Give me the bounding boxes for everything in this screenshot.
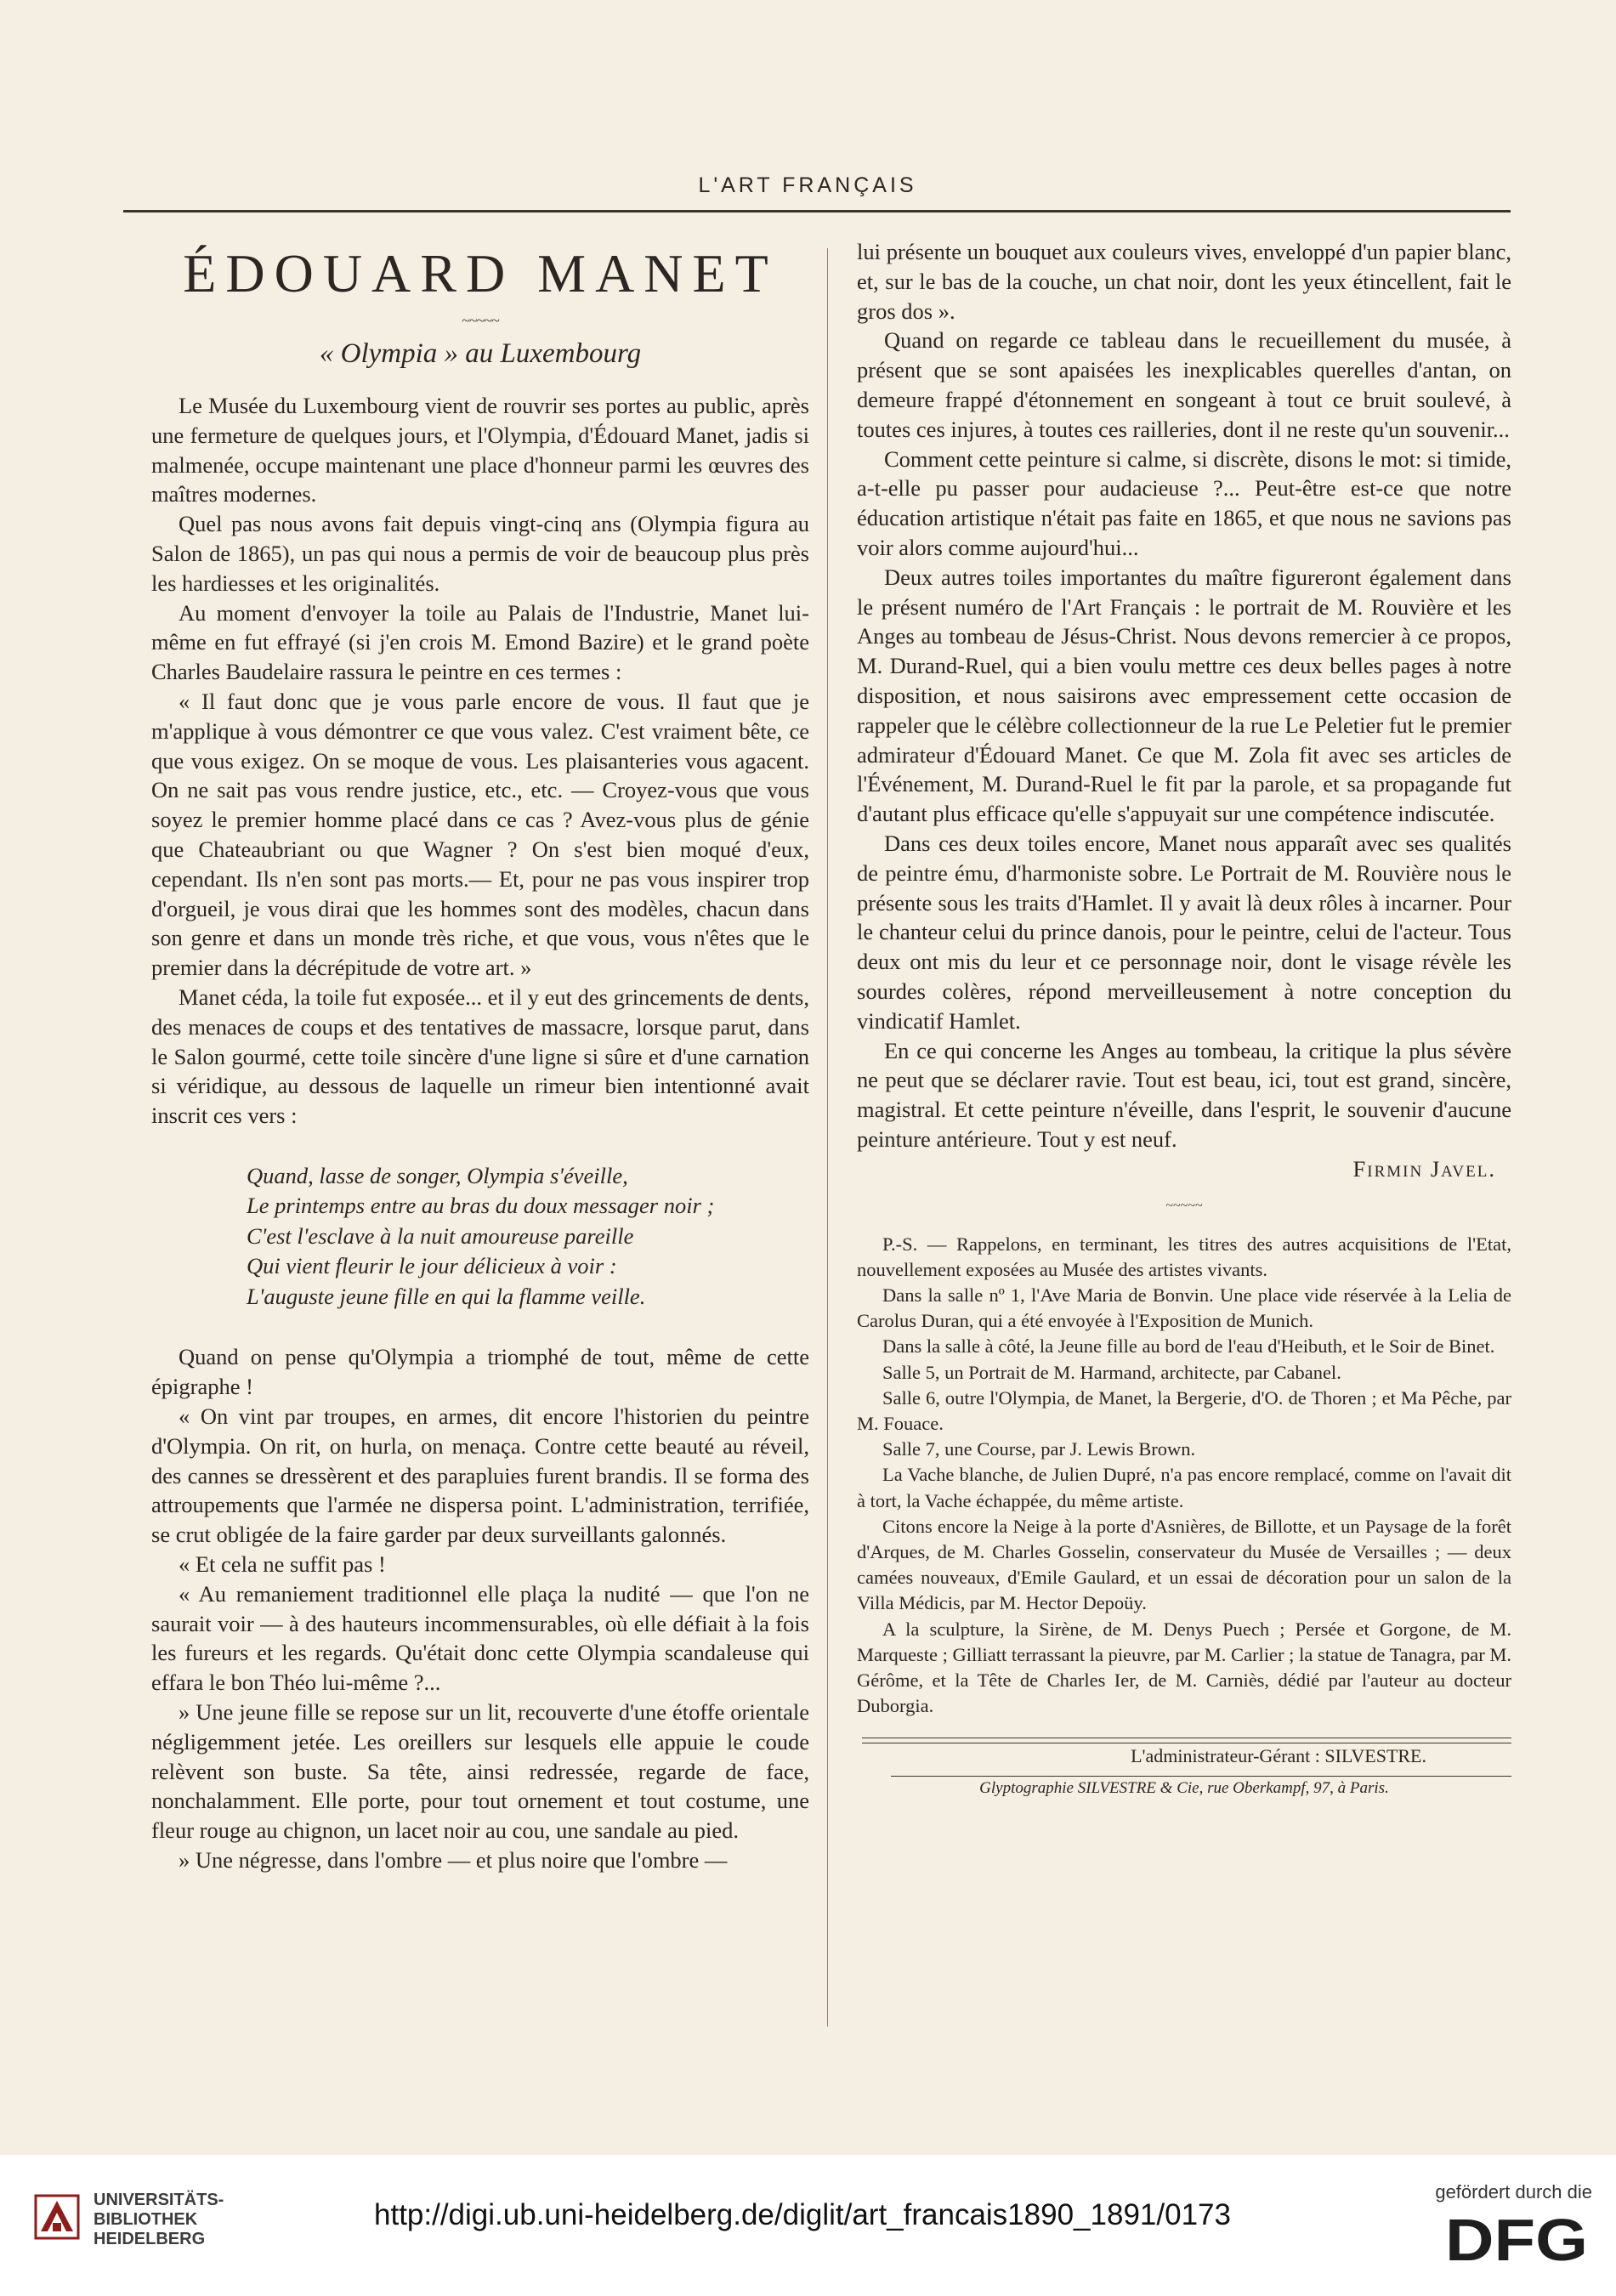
- footer-double-rule: [862, 1738, 1511, 1743]
- postscript-paragraph: La Vache blanche, de Julien Dupré, n'a pas encore remplacé, comme on l'avait dit à tort, la Vache échappée, du même artiste.: [857, 1464, 1511, 1511]
- paragraph: Quand on pense qu'Olympia a triomphé de tout, même de cette épigraphe !: [151, 1344, 809, 1400]
- paragraph: Le Musée du Luxembourg vient de rouvrir ses portes au public, après une fermeture de quelques jours, et l'Olympia, d'Édouard Manet, jadis si malmenée, occupe maintenant une place d'honneur parmi les œuvres des maîtres modernes.: [151, 393, 809, 507]
- paragraph: Quand on regarde ce tableau dans le recueillement du musée, à présent que se sont apaisées les inexplicables querelles d'antan, on demeure frappé d'étonnement en songeant à tout ce bruit soulevé, à toutes ces injures, à toutes ces railleries, dont il ne reste qu'un souvenir...: [857, 327, 1511, 442]
- paragraph: Comment cette peinture si calme, si discrète, disons le mot: si timide, a-t-elle pu passer pour audacieuse ?... Peut-être est-ce que notre éducation artistique n'était pas faite en 1865, et que nous ne savions pas voir alors comme aujourd'hui...: [857, 445, 1511, 560]
- article-subtitle: « Olympia » au Luxembourg: [319, 338, 642, 369]
- section-ornament: ~~~~~: [1165, 1198, 1203, 1213]
- library-name-line: HEIDELBERG: [94, 2230, 206, 2248]
- dfg-logo-text: DFG: [1445, 2213, 1588, 2265]
- dfg-logo-icon[interactable]: [1445, 2213, 1590, 2265]
- library-name-line: UNIVERSITÄTS-: [94, 2191, 224, 2209]
- printer-line: Glyptographie SILVESTRE & Cie, rue Oberkampf, 97, à Paris.: [979, 1779, 1389, 1798]
- permalink-url[interactable]: http://digi.ub.uni-heidelberg.de/diglit/art_francais1890_1891/0173: [374, 2198, 1231, 2231]
- paragraph: Deux autres toiles importantes du maître figureront également dans le présent numéro de l'Art Français : le portrait de M. Rouvière et les Anges au tombeau de Jésus-Christ. Nous devons remercier à ce propos, M. Durand-Ruel, qui a bien voulu mettre ces deux belles pages à notre disposition, et nous saisirons avec empressement cette occasion de rappeler que le célèbre collectionneur de la rue Le Peletier fut le premier admirateur d'Édouard Manet. Ce que M. Zola fit avec ses articles de l'Événement, M. Durand-Ruel le fit par la parole, et sa propagande fut d'autant plus efficace qu'elle s'appuyait sur une compétence indiscutée.: [857, 564, 1511, 827]
- postscript-paragraph: A la sculpture, la Sirène, de M. Denys Puech ; Persée et Gorgone, de M. Marqueste ; Gilliatt terrassant la pieuvre, par M. Carlier ; la statue de Tanagra, par M. Gérôme, et la Tête de Charles Ier, de M. Carniès, dédié par l'auteur au docteur Duborgia.: [857, 1618, 1511, 1717]
- postscript-paragraph: Dans la salle à côté, la Jeune fille au bord de l'eau d'Heibuth, et le Soir de Binet.: [882, 1335, 1495, 1358]
- poem-line: Le printemps entre au bras du doux messager noir ;: [247, 1193, 715, 1219]
- library-name-line: BIBLIOTHEK: [94, 2210, 198, 2229]
- column-separator: [827, 248, 828, 2027]
- postscript-paragraph: Dans la salle nº 1, l'Ave Maria de Bonvin. Une place vide réservée à la Lelia de Carolus Duran, qui a été envoyée à l'Exposition de Munich.: [857, 1284, 1511, 1332]
- paragraph: » Une jeune fille se repose sur un lit, recouverte d'une étoffe orientale négligemment jetée. Les oreillers sur lesquels elle appuie le coude relèvent son buste. Sa tête, ainsi redressée, regarde de face, nonchalamment. Elle porte, pour tout ornement et tout costume, une fleur rouge au chignon, un lacet noir au cou, une sandale au pied.: [151, 1698, 809, 1844]
- paragraph: « Et cela ne suffit pas !: [179, 1551, 386, 1577]
- article-title: ÉDOUARD MANET: [183, 243, 778, 303]
- university-library-name[interactable]: [94, 2191, 224, 2249]
- title-ornament: ~~~~~: [462, 312, 499, 329]
- poem: [247, 1161, 809, 1312]
- paragraph: Quel pas nous avons fait depuis vingt-cinq ans (Olympia figura au Salon de 1865), un pas qui nous a permis de voir de beaucoup plus près les hardiesses et les originalités.: [151, 511, 809, 596]
- university-library-logo-icon[interactable]: [34, 2194, 80, 2240]
- poem-line: C'est l'esclave à la nuit amoureuse pareille: [247, 1222, 634, 1249]
- author-signature: Firmin Javel.: [1352, 1155, 1496, 1182]
- paragraph: Au moment d'envoyer la toile au Palais de l'Industrie, Manet lui-même en fut effrayé (si j'en crois M. Emond Bazire) et le grand poète Charles Baudelaire rassura le peintre en ces termes :: [151, 599, 809, 685]
- right-column: [857, 237, 1511, 1800]
- administrator-line: L'administrateur-Gérant : SILVESTRE.: [1131, 1745, 1426, 1767]
- paragraph: » Une négresse, dans l'ombre — et plus noire que l'ombre —: [179, 1846, 728, 1873]
- paragraph: lui présente un bouquet aux couleurs vives, enveloppé d'un papier blanc, et, sur le bas de la couche, un chat noir, dont les yeux étincellent, fait le gros dos ».: [857, 239, 1511, 324]
- postscript-paragraph: Salle 7, une Course, par J. Lewis Brown.: [882, 1438, 1196, 1460]
- paragraph: « Au remaniement traditionnel elle plaça la nudité — que l'on ne saurait voir — à des hauteurs incommensurables, où elle défiait à la fois les fureurs et les regards. Qu'était donc cette Olympia scandaleuse qui effara le bon Théo lui-même ?...: [151, 1580, 809, 1696]
- paragraph: En ce qui concerne les Anges au tombeau, la critique la plus sévère ne peut que se déclarer ravie. Tout est beau, ici, tout est grand, sincère, magistral. Et cette peinture n'éveille, dans l'esprit, le souvenir d'aucune peinture antérieure. Tout y est neuf.: [857, 1037, 1511, 1152]
- left-column: [151, 238, 809, 1875]
- paragraph: « On vint par troupes, en armes, dit encore l'historien du peintre d'Olympia. On rit, on hurla, on menaça. Contre cette beauté au réveil, des cannes se dressèrent et des parapluies furent brandis. Il se forma des attroupements que l'armée ne dispersa point. L'administration, terrifiée, se crut obligée de la faire garder par deux surveillants galonnés.: [151, 1403, 809, 1548]
- postscript: [857, 1232, 1511, 1720]
- paragraph: Manet céda, la toile fut exposée... et il y eut des grincements de dents, des menaces de coups et des tentatives de massacre, lorsque parut, dans le Salon gourmé, cette toile sincère d'une ligne si sûre et d'une carnation si véridique, au dessous de laquelle un rimeur bien intentionné avait inscrit ces vers :: [151, 984, 809, 1129]
- postscript-paragraph: Salle 6, outre l'Olympia, de Manet, la Bergerie, d'O. de Thoren ; et Ma Pêche, par M. Fouace.: [857, 1386, 1511, 1434]
- postscript-paragraph: P.-S. — Rappelons, en terminant, les titres des autres acquisitions de l'Etat, nouvellement exposées au Musée des artistes vivants.: [857, 1233, 1511, 1280]
- poem-line: L'auguste jeune fille en qui la flamme veille.: [247, 1283, 646, 1309]
- paragraph: Dans ces deux toiles encore, Manet nous apparaît avec ses qualités de peintre ému, d'harmoniste sobre. Le Portrait de M. Rouvière nous le présente sous les traits d'Hamlet. Il y avait là deux rôles à incarner. Pour le chanteur celui du prince danois, pour le peintre, celui de l'acteur. Tous deux ont mis du leur et ce personnage noir, dont le visage révèle les sourdes colères, répond merveilleusement à notre conception du vindicatif Hamlet.: [857, 830, 1511, 1034]
- poem-line: Quand, lasse de songer, Olympia s'éveille,: [247, 1162, 628, 1188]
- header-rule: [123, 210, 1511, 213]
- funded-by-label: gefördert durch die: [1435, 2181, 1592, 2202]
- quoted-letter: « Il faut donc que je vous parle encore de vous. Il faut que je m'applique à vous démontrer ce que vous valez. C'est vraiment bête, ce que vous exigez. On se moque de vous. Les plaisanteries vous agacent. On ne sait pas vous rendre justice, etc., etc. — Croyez-vous que vous soyez le premier homme placé dans ce cas ? Avez-vous plus de génie que Chateaubriant ou que Wagner ? On s'est bien moqué d'eux, cependant. Ils n'en sont pas morts.— Et, pour ne pas vous inspirer trop d'orgueil, je vous dirai que les hommes sont des modèles, chacun dans son genre et dans un monde très riche, et que vous, vous n'êtes que le premier dans la décrépitude de votre art. »: [151, 688, 809, 981]
- postscript-paragraph: Salle 5, un Portrait de M. Harmand, architecte, par Cabanel.: [882, 1361, 1341, 1383]
- postscript-paragraph: Citons encore la Neige à la porte d'Asnières, de Billotte, et un Paysage de la forêt d'Arques, de M. Charles Gosselin, conservateur du Musée de Versailles ; — deux camées nouveaux, d'Emile Gaulard, et un essai de décoration pour un salon de la Villa Médicis, par M. Hector Depoüy.: [857, 1515, 1511, 1614]
- running-title: L'ART FRANÇAIS: [698, 173, 917, 197]
- poem-line: Qui vient fleurir le jour délicieux à voir :: [247, 1253, 617, 1279]
